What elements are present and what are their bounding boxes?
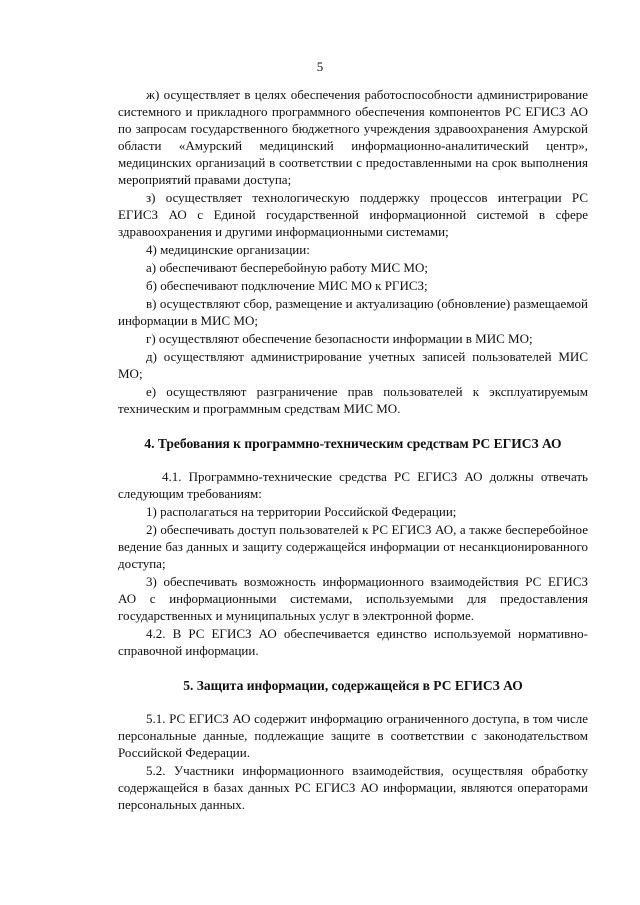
paragraph-4-2: 4.2. В РС ЕГИСЗ АО обеспечивается единство используемой нормативно-справочной информации. xyxy=(118,626,588,658)
paragraph-4-1: 4.1. Программно-технические средства РС ЕГИСЗ АО должны отвечать следующим требованиям: xyxy=(118,469,588,501)
paragraph-medical-orgs: 4) медицинские организации: xyxy=(146,242,310,257)
page-number: 5 xyxy=(316,59,324,74)
paragraph-5-1: 5.1. РС ЕГИСЗ АО содержит информацию ограниченного доступа, в том числе персональные данные, подлежащие защите в соответствии с законодательством Российской Федерации. xyxy=(118,711,588,760)
paragraph-item-z: з) осуществляет технологическую поддержку процессов интеграции РС ЕГИСЗ АО с Единой государственной информационной системой в сфере здравоохранения и другими информационными системами; xyxy=(118,190,588,239)
paragraph-item-zh: ж) осуществляет в целях обеспечения работоспособности администрирование системного и прикладного программного обеспечения компонентов РС ЕГИСЗ АО по запросам государственного бюджетного учреждения здравоохранения Амурской области «Амурский медицинский информационно-аналитический центр», медицинских организаций в соответствии с предоставленными на срок выполнения мероприятий правами доступа; xyxy=(118,87,588,187)
paragraph-item-d: д) осуществляют администрирование учетных записей пользователей МИС МО; xyxy=(118,349,588,381)
section-5-heading: 5. Защита информации, содержащейся в РС ЕГИСЗ АО xyxy=(183,678,523,693)
paragraph-4-1-item-2: 2) обеспечивать доступ пользователей к РС ЕГИСЗ АО, а также бесперебойное ведение баз данных и защиту содержащейся информации от несанкционированного доступа; xyxy=(118,522,588,571)
paragraph-5-2: 5.2. Участники информационного взаимодействия, осуществляя обработку содержащейся в базах данных РС ЕГИСЗ АО информации, являются операторами персональных данных. xyxy=(118,763,588,812)
paragraph-4-1-item-1: 1) располагаться на территории Российской Федерации; xyxy=(146,504,457,519)
paragraph-4-1-item-3: 3) обеспечивать возможность информационного взаимодействия РС ЕГИСЗ АО с информационными системами, используемыми для предоставления государственных и муниципальных услуг в электронной форме. xyxy=(118,574,588,623)
paragraph-item-b: б) обеспечивают подключение МИС МО к РГИСЗ; xyxy=(146,278,428,293)
section-4-heading: 4. Требования к программно-техническим средствам РС ЕГИСЗ АО xyxy=(144,436,562,451)
paragraph-item-a: а) обеспечивают бесперебойную работу МИС МО; xyxy=(146,260,428,275)
paragraph-item-v: в) осуществляют сбор, размещение и актуализацию (обновление) размещаемой информации в МИС МО; xyxy=(118,296,588,328)
document-body xyxy=(118,86,588,814)
paragraph-item-g: г) осуществляют обеспечение безопасности информации в МИС МО; xyxy=(146,331,533,346)
paragraph-item-e: е) осуществляют разграничение прав пользователей к эксплуатируемым техническим и программным средствам МИС МО. xyxy=(118,384,588,416)
